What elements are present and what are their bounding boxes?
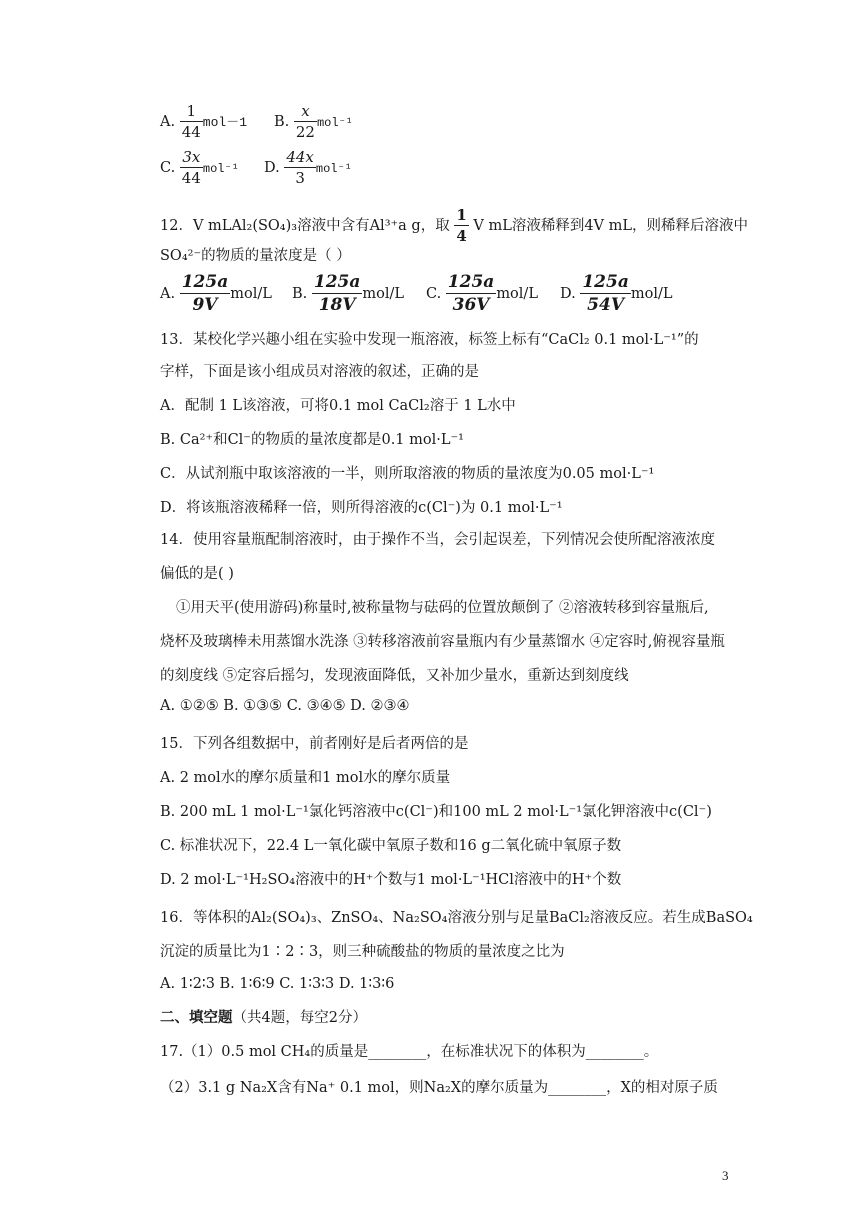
q12-option-a: A. $\frac{125a}{9V}$ mol/L — [160, 272, 272, 315]
fraction: $\frac{1}{4}$ — [456, 206, 467, 245]
fraction: $\frac{125a}{18V}$ — [313, 272, 361, 315]
fraction: $\frac{1}{44}$ — [181, 102, 201, 141]
q15-stem: 15．下列各组数据中，前者刚好是后者两倍的是 — [160, 736, 469, 752]
fraction: $\frac{125a}{9V}$ — [181, 272, 229, 315]
q16-stem: 16．等体积的Al₂(SO₄)₃、ZnSO₄、Na₂SO₄溶液分别与足量BaCl₂溶液反应。若生成BaSO₄ — [160, 910, 753, 926]
q14-body-line2: 烧杯及玻璃棒未用蒸馏水洗涤 ③转移溶液前容量瓶内有少量蒸馏水 ④定容时,俯视容量瓶 — [160, 634, 725, 650]
q15-option-d: D. 2 mol·L⁻¹H₂SO₄溶液中的H⁺个数与1 mol·L⁻¹HCl溶液中的H⁺个数 — [160, 872, 622, 888]
fraction: $\frac{125a}{54V}$ — [582, 272, 629, 315]
q13-option-c: C．从试剂瓶中取该溶液的一半，则所取溶液的物质的量浓度为0.05 mol·L⁻¹ — [160, 466, 655, 482]
q11-option-a: A. $\frac{1}{44}$ mol－1 — [160, 102, 248, 141]
q14-stem: 14．使用容量瓶配制溶液时，由于操作不当，会引起误差，下列情况会使所配溶液浓度 — [160, 532, 715, 548]
q12-option-b: B. $\frac{125a}{18V}$ mol/L — [292, 272, 405, 315]
q16-stem-line2: 沉淀的质量比为1∶2∶3，则三种硫酸盐的物质的量浓度之比为 — [160, 944, 565, 960]
q13-option-b: B. Ca²⁺和Cl⁻的物质的量浓度都是0.1 mol·L⁻¹ — [160, 432, 464, 448]
q14-body-line1: ①用天平(使用游码)称量时,被称量物与砝码的位置放颠倒了 ②溶液转移到容量瓶后, — [176, 600, 709, 616]
q15-option-c: C. 标准状况下，22.4 L一氧化碳中氧原子数和16 g二氧化硫中氧原子数 — [160, 838, 622, 854]
q15-option-b: B. 200 mL 1 mol·L⁻¹氯化钙溶液中c(Cl⁻)和100 mL 2 mol·L⁻¹氯化钾溶液中c(Cl⁻) — [160, 804, 712, 820]
q15-option-a: A. 2 mol水的摩尔质量和1 mol水的摩尔质量 — [160, 770, 451, 786]
fraction: $\frac{125a}{36V}$ — [447, 272, 495, 315]
q14-options: A. ①②⑤ B. ①③⑤ C. ③④⑤ D. ②③④ — [160, 698, 410, 714]
q13-option-a: A．配制 1 L该溶液，可将0.1 mol CaCl₂溶于 1 L水中 — [160, 398, 516, 414]
fraction: $\frac{x}{22}$ — [295, 102, 315, 141]
q14-body-line3: 的刻度线 ⑤定容后摇匀，发现液面降低，又补加少量水，重新达到刻度线 — [160, 668, 629, 684]
q13-stem: 13．某校化学兴趣小组在实验中发现一瓶溶液，标签上标有“CaCl₂ 0.1 mol·L⁻¹”的 — [160, 332, 699, 348]
fraction: $\frac{44x}{3}$ — [286, 148, 314, 187]
q11-option-d: D. $\frac{44x}{3}$ mol⁻¹ — [264, 148, 352, 187]
q12-stem-line2: SO₄²⁻的物质的量浓度是（ ） — [160, 248, 351, 264]
section-heading: 二、填空题（共4题，每空2分） — [160, 1009, 367, 1026]
q13-option-d: D．将该瓶溶液稀释一倍，则所得溶液的c(Cl⁻)为 0.1 mol·L⁻¹ — [160, 500, 563, 516]
q12-option-c: C. $\frac{125a}{36V}$ mol/L — [426, 272, 538, 315]
q12-option-d: D. $\frac{125a}{54V}$ mol/L — [560, 272, 673, 315]
q17-part1: 17.（1）0.5 mol CH₄的质量是________，在标准状况下的体积为________。 — [160, 1044, 659, 1060]
fraction: $\frac{3x}{44}$ — [181, 148, 201, 187]
q16-options: A. 1∶2∶3 B. 1∶6∶9 C. 1∶3∶3 D. 1∶3∶6 — [160, 976, 395, 992]
q17-part2: （2）3.1 g Na₂X含有Na⁺ 0.1 mol，则Na₂X的摩尔质量为________，X的相对原子质 — [160, 1080, 718, 1096]
q12-stem: 12．V mLAl₂(SO₄)₃溶液中含有Al³⁺a g，取 $\frac{1}{4}$ V mL溶液稀释到4V mL，则稀释后溶液中 — [160, 206, 749, 245]
q14-stem-line2: 偏低的是( ) — [160, 566, 234, 582]
q11-option-c: C. $\frac{3x}{44}$ mol⁻¹ — [160, 148, 239, 187]
page-number: 3 — [722, 1168, 729, 1183]
q13-stem-line2: 字样，下面是该小组成员对溶液的叙述，正确的是 — [160, 364, 479, 380]
q11-option-b: B. $\frac{x}{22}$ mol⁻¹ — [274, 102, 353, 141]
